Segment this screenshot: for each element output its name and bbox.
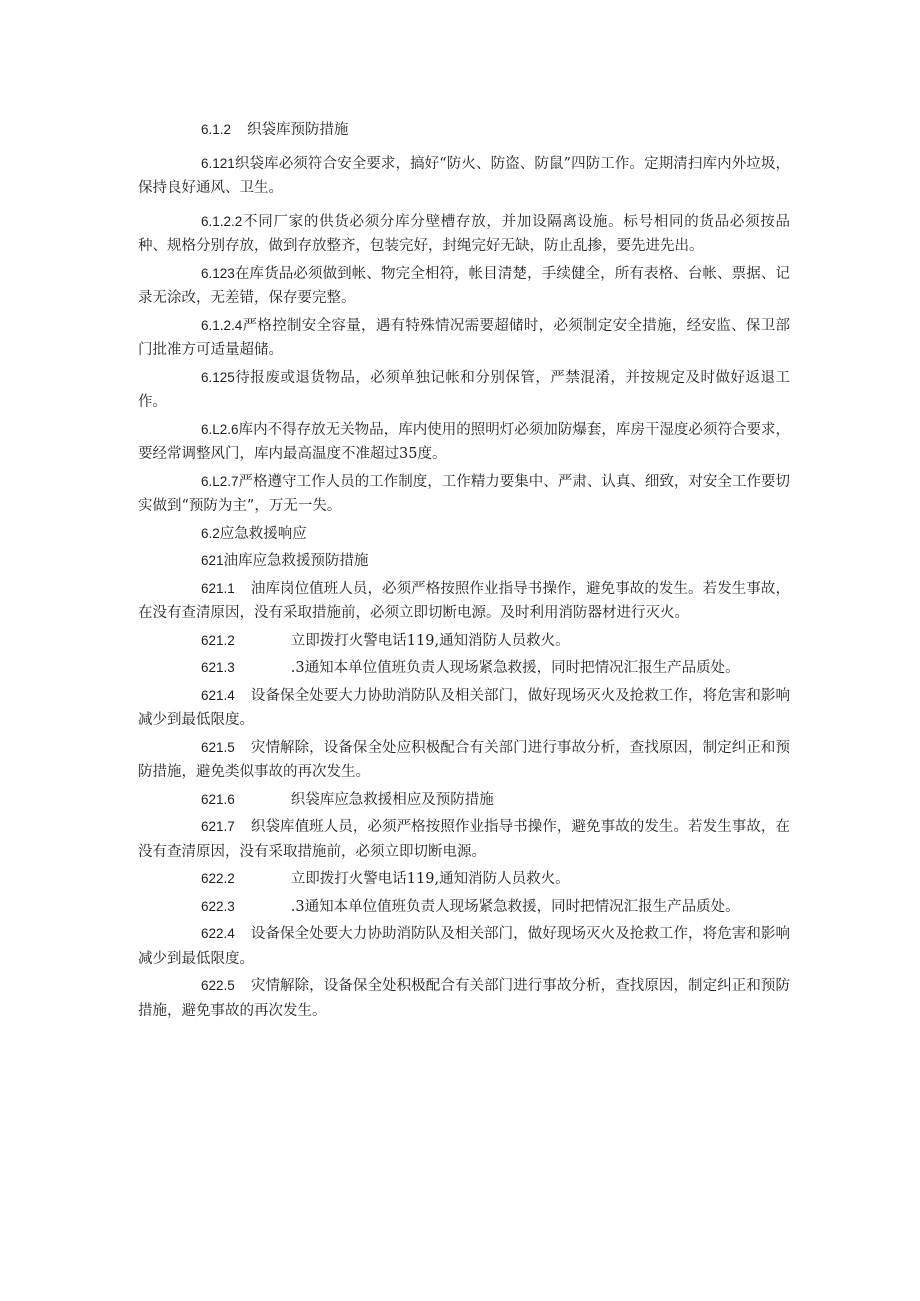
clause-number: 621.2 bbox=[201, 632, 235, 648]
clause-number: 622.5 bbox=[201, 978, 235, 993]
clause-number: 622.4 bbox=[201, 926, 235, 941]
clause-number: 6.125 bbox=[201, 369, 235, 385]
clause-paragraph bbox=[138, 152, 790, 201]
clause-number: 622.3 bbox=[201, 898, 235, 914]
clause-paragraph bbox=[138, 470, 790, 519]
clause-paragraph bbox=[138, 922, 790, 971]
clause-text: 严格控制安全容量，遇有特殊情况需要超储时，必须制定安全措施，经安监、保卫部门批准方可适量超储。 bbox=[138, 317, 790, 358]
clause-text: 灾情解除，设备保全处应积极配合有关部门进行事故分析，查找原因，制定纠正和预防措施，避免类似事故的再次发生。 bbox=[138, 739, 790, 780]
clause-text: 织袋库必须符合安全要求，搞好“防火、防盗、防鼠”四防工作。定期清扫库内外垃圾，保持良好通风、卫生。 bbox=[138, 155, 790, 196]
clause-text: 织袋库应急救援相应及预防措施 bbox=[290, 791, 494, 808]
clause-paragraph bbox=[138, 210, 790, 259]
clause-text: .3通知本单位值班负责人现场紧急救援，同时把情况汇报生产品质处。 bbox=[290, 660, 740, 676]
clause-text: 织袋库预防措施 bbox=[247, 122, 349, 138]
clause-text: 油库应急救援预防措施 bbox=[223, 553, 369, 569]
clause-number: 621.1 bbox=[201, 580, 235, 596]
clause-number: 621.6 bbox=[201, 791, 235, 807]
section-heading-621 bbox=[138, 549, 790, 574]
clause-paragraph bbox=[138, 736, 790, 785]
clause-paragraph bbox=[138, 262, 790, 311]
clause-number: 6.L2.7 bbox=[201, 473, 239, 489]
section-heading-621-6 bbox=[138, 788, 790, 813]
clause-text: 油库岗位值班人员，必须严格按照作业指导书操作，避免事故的发生。若发生事故，在没有查清原因，没有采取措施前，必须立即切断电源。及时利用消防器材进行灭火。 bbox=[138, 580, 790, 621]
clause-number: 621.5 bbox=[201, 739, 235, 755]
clause-paragraph bbox=[138, 577, 790, 626]
clause-paragraph bbox=[138, 684, 790, 733]
clause-text: 立即拨打火警电话119,通知消防人员救火。 bbox=[290, 632, 570, 649]
clause-number: 6.2 bbox=[201, 525, 220, 541]
clause-text: .3通知本单位值班负责人现场紧急救援，同时把情况汇报生产品质处。 bbox=[290, 898, 740, 915]
clause-paragraph bbox=[138, 895, 790, 920]
clause-paragraph bbox=[138, 366, 790, 415]
clause-number: 621.4 bbox=[201, 687, 235, 703]
clause-text: 灾情解除，设备保全处积极配合有关部门进行事故分析，查找原因，制定纠正和预防措施，避免事故的再次发生。 bbox=[138, 978, 790, 1019]
section-heading-6-2 bbox=[138, 522, 790, 547]
clause-number: 6.123 bbox=[201, 265, 235, 281]
section-heading-6-1-2 bbox=[138, 118, 790, 143]
clause-paragraph bbox=[138, 867, 790, 892]
clause-number: 6.1.2 bbox=[201, 122, 232, 137]
clause-number: 6.121 bbox=[201, 155, 235, 171]
clause-text: 待报废或退货物品，必须单独记帐和分别保管，严禁混淆，并按规定及时做好返退工作。 bbox=[138, 369, 790, 410]
clause-text: 织袋库值班人员，必须严格按照作业指导书操作，避免事故的发生。若发生事故，在没有查清原因，没有采取措施前，必须立即切断电源。 bbox=[138, 819, 790, 860]
clause-text: 设备保全处要大力协助消防队及相关部门，做好现场灭火及抢救工作，将危害和影响减少到最低限度。 bbox=[138, 926, 790, 967]
clause-text: 库内不得存放无关物品，库内使用的照明灯必须加防爆套，库房干湿度必须符合要求，要经常调整风门，库内最高温度不准超过35度。 bbox=[138, 421, 790, 462]
clause-number: 621.7 bbox=[201, 819, 235, 834]
document-page bbox=[138, 118, 790, 1023]
clause-number: 621 bbox=[201, 553, 224, 568]
clause-text: 不同厂家的供货必须分库分壁槽存放，并加设隔离设施。标号相同的货品必须按品种、规格分别存放，做到存放整齐，包装完好，封绳完好无缺，防止乱掺，要先进先出。 bbox=[138, 213, 790, 254]
clause-paragraph bbox=[138, 815, 790, 864]
clause-text: 在库货品必须做到帐、物完全相符，帐目清楚，手续健全，所有表格、台帐、票据、记录无涂改，无差错，保存要完整。 bbox=[138, 265, 790, 306]
clause-text: 严格遵守工作人员的工作制度，工作精力要集中、严肃、认真、细致，对安全工作要切实做到“预防为主”，万无一失。 bbox=[138, 473, 790, 514]
clause-number: 6.1.2.4 bbox=[201, 317, 243, 333]
clause-number: 621.3 bbox=[201, 660, 235, 675]
clause-number: 6.1.2.2 bbox=[201, 213, 243, 229]
clause-number: 622.2 bbox=[201, 871, 235, 886]
clause-paragraph bbox=[138, 656, 790, 681]
clause-paragraph bbox=[138, 418, 790, 467]
clause-text: 立即拨打火警电话119,通知消防人员救火。 bbox=[290, 871, 570, 887]
clause-number: 6.L2.6 bbox=[201, 421, 239, 437]
clause-text: 应急救援响应 bbox=[219, 525, 307, 542]
clause-text: 设备保全处要大力协助消防队及相关部门，做好现场灭火及抢救工作，将危害和影响减少到最低限度。 bbox=[138, 687, 790, 728]
clause-paragraph bbox=[138, 629, 790, 654]
clause-paragraph bbox=[138, 974, 790, 1023]
clause-paragraph bbox=[138, 314, 790, 363]
